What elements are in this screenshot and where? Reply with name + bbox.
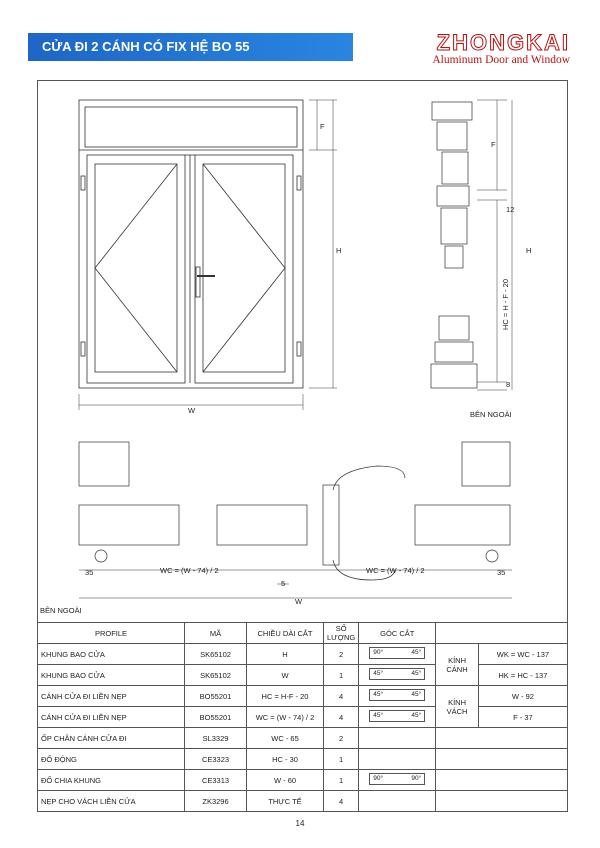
glass-leaf-label-1: KÍNH: [448, 655, 466, 665]
table-row: [38, 707, 568, 728]
angle-right: 90°: [411, 775, 422, 782]
table-row: [38, 686, 568, 707]
dim-w: W: [188, 406, 196, 415]
cell-profile: ĐỐ ĐỘNG: [38, 749, 185, 770]
cell-code: SL3329: [185, 728, 247, 749]
brand-name: ZHONGKAI: [436, 30, 570, 55]
cell-profile: KHUNG BAO CỬA: [38, 665, 185, 686]
left-leaf-open-mark: [95, 164, 177, 268]
dim-35-right: 35: [497, 568, 506, 577]
glass-leaf-label-2: CÁNH: [446, 664, 468, 674]
table-header-row: [38, 623, 568, 644]
col-code: MÃ: [185, 623, 247, 644]
cell-angle: [359, 770, 436, 791]
cell-qty: 1: [324, 749, 359, 770]
glass-leaf-label: [436, 644, 479, 686]
table-row: [38, 770, 568, 791]
dim-hc: HC = H - F - 20: [501, 278, 511, 331]
angle-left: 90°: [373, 775, 384, 782]
outside-label-right: BÊN NGOÀI: [470, 410, 512, 419]
dim-12: 12: [506, 205, 515, 214]
door-handle: [196, 267, 200, 297]
cell-qty: 1: [324, 665, 359, 686]
dim-h: H: [336, 246, 342, 255]
angle-left: 45°: [373, 670, 384, 677]
cell-profile: KHUNG BAO CỬA: [38, 644, 185, 665]
cell-length: WC = (W - 74) / 2: [247, 707, 324, 728]
page-title: CỬA ĐI 2 CÁNH CÓ FIX HỆ BO 55: [28, 33, 353, 61]
left-leaf: [87, 155, 185, 383]
glass-wk: WK = WC - 137: [478, 644, 567, 665]
cell-qty: 4: [324, 686, 359, 707]
angle-right: 45°: [411, 649, 422, 656]
dim-f: F: [320, 122, 325, 131]
cell-profile: ĐỐ CHIA KHUNG: [38, 770, 185, 791]
cell-empty: [436, 770, 568, 791]
cell-length: HC = H-F - 20: [247, 686, 324, 707]
dim-5: 5: [281, 579, 286, 588]
cell-length: THỰC TẾ: [247, 791, 324, 812]
cell-code: SK65102: [185, 665, 247, 686]
cell-angle: [359, 707, 436, 728]
cell-angle: [359, 644, 436, 665]
cell-qty: 4: [324, 791, 359, 812]
cell-length: W - 60: [247, 770, 324, 791]
horizontal-section: [79, 442, 512, 598]
glass-fix-w: W - 92: [478, 686, 567, 707]
cell-length: W: [247, 665, 324, 686]
angle-right: 45°: [411, 712, 422, 719]
dim-8: 8: [506, 380, 511, 389]
door-outer-frame: [79, 100, 303, 388]
table-row: [38, 791, 568, 812]
vertical-section: [431, 100, 515, 390]
fix-panel: [85, 107, 297, 147]
dim-wc-left: WC = (W - 74) / 2: [160, 566, 219, 575]
glass-fix-label: [436, 686, 479, 728]
table-row: [38, 728, 568, 749]
cell-code: SK65102: [185, 644, 247, 665]
cell-angle: [359, 749, 436, 770]
cell-profile: CÁNH CỬA ĐI LIỀN NẸP: [38, 686, 185, 707]
cell-empty: [436, 749, 568, 770]
col-angle: GÓC CẮT: [359, 623, 436, 644]
col-profile: PROFILE: [38, 623, 185, 644]
cell-code: CE3313: [185, 770, 247, 791]
cell-empty: [436, 791, 568, 812]
angle-right: 45°: [411, 670, 422, 677]
cell-length: H: [247, 644, 324, 665]
angle-left: 90°: [373, 649, 384, 656]
brand-logo: [432, 30, 570, 66]
cell-empty: [436, 728, 568, 749]
cell-angle: [359, 791, 436, 812]
cell-length: WC - 65: [247, 728, 324, 749]
right-leaf-open-mark: [203, 164, 285, 268]
cell-code: CE3323: [185, 749, 247, 770]
glass-fix-h: F - 37: [478, 707, 567, 728]
technical-drawing: [37, 80, 568, 623]
dim-35-left: 35: [85, 568, 94, 577]
col-qty: SỐ LƯỢNG: [324, 623, 359, 644]
cut-list-table: [37, 622, 568, 812]
cell-angle: [359, 686, 436, 707]
page-number: 14: [295, 819, 305, 828]
right-leaf: [195, 155, 293, 383]
dim-wc-right: WC = (W - 74) / 2: [366, 566, 425, 575]
dim-h-right: H: [526, 246, 532, 255]
angle-left: 45°: [373, 712, 384, 719]
brand-tagline: Aluminum Door and Window: [432, 54, 570, 66]
cell-angle: [359, 728, 436, 749]
cell-profile: CÁNH CỬA ĐI LIỀN NẸP: [38, 707, 185, 728]
glass-hk: HK = HC - 137: [478, 665, 567, 686]
table-row: [38, 644, 568, 665]
cell-qty: 1: [324, 770, 359, 791]
dim-w-bottom: W: [295, 597, 303, 606]
cell-profile: ỐP CHÂN CÁNH CỬA ĐI: [38, 728, 185, 749]
col-length: CHIỀU DÀI CẮT: [247, 623, 324, 644]
col-glass: [436, 623, 568, 644]
table-row: [38, 665, 568, 686]
angle-left: 45°: [373, 691, 384, 698]
cell-code: ZK3296: [185, 791, 247, 812]
outside-label-bottom: BÊN NGOÀI: [40, 606, 82, 615]
cell-length: HC - 30: [247, 749, 324, 770]
cell-code: BO55201: [185, 686, 247, 707]
dim-f-right: F: [491, 140, 496, 149]
table-row: [38, 749, 568, 770]
angle-right: 45°: [411, 691, 422, 698]
cell-angle: [359, 665, 436, 686]
glass-fix-label-2: VÁCH: [446, 706, 468, 716]
cell-qty: 4: [324, 707, 359, 728]
cell-qty: 2: [324, 644, 359, 665]
cell-profile: NẸP CHO VÁCH LIỀN CỬA: [38, 791, 185, 812]
cell-code: BO55201: [185, 707, 247, 728]
cell-qty: 2: [324, 728, 359, 749]
glass-fix-label-1: KÍNH: [448, 697, 466, 707]
